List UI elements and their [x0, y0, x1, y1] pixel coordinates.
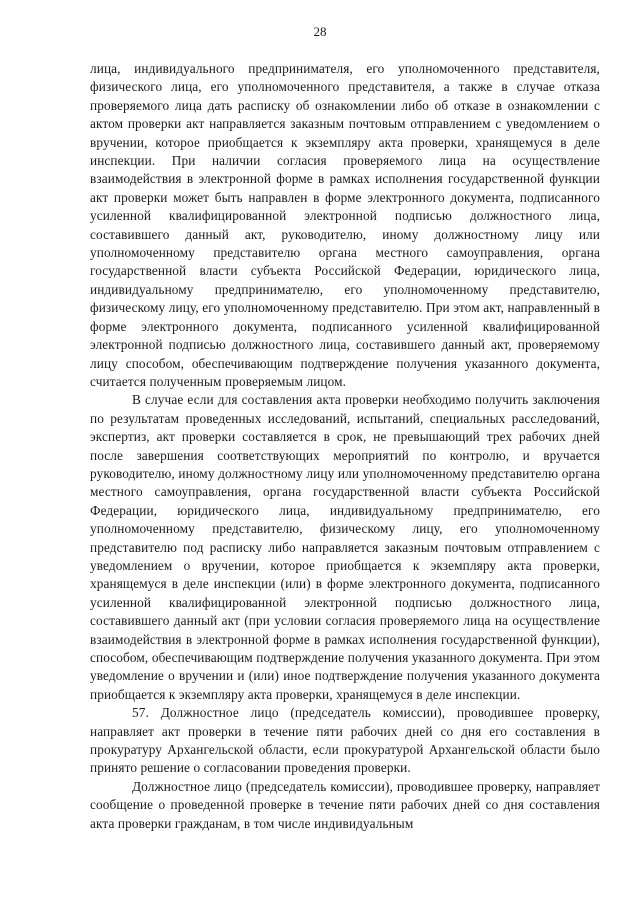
page-number: 28 [313, 24, 327, 39]
paragraph-57: 57. Должностное лицо (председатель комиссии), проводившее проверку, направляет акт проверки в течение пяти рабочих дней со дня его составления в прокуратуру Архангельской области, если прокуратурой Архангельской области было принято решение о согласовании проведения проверки. [90, 705, 600, 776]
paragraph-continuation: лица, индивидуального предпринимателя, его уполномоченного представителя, физического лица, его уполномоченного представителя, а также в случае отказа проверяемого лица дать расписку об ознакомлении либо об отказе в ознакомлении с актом проверки акт направляется заказным почтовым отправлением с уведомлением о вручении, которое приобщается к экземпляру акта проверки, хранящемуся в деле инспекции. При наличии согласия проверяемого лица на осуществление взаимодействия в электронной форме в рамках исполнения государственной функции акт проверки может быть направлен в форме электронного документа, подписанного усиленной квалифицированной электронной подписью должностного лица, составившего данный акт, руководителю, иному должностному лицу или уполномоченному представителю органа местного самоуправления, органа государственной власти субъекта Российской Федерации, юридического лица, индивидуальному предпринимателю, его уполномоченному представителю, физическому лицу, его уполномоченному представителю. При этом акт, направленный в форме электронного документа, подписанного усиленной квалифицированной электронной подписью должностного лица, составившего данный акт, проверяемому лицу способом, обеспечивающим подтверждение получения указанного документа, считается полученным проверяемым лицом. [90, 61, 600, 389]
body-text [90, 60, 600, 833]
paragraph-notification: Должностное лицо (председатель комиссии), проводившее проверку, направляет сообщение о проведенной проверке в течение пяти рабочих дней со дня составления акта проверки гражданам, в том числе индивидуальным [90, 778, 600, 831]
paragraph-examination-conclusions: В случае если для составления акта проверки необходимо получить заключения по результатам проведенных исследований, испытаний, специальных расследований, экспертиз, акт проверки составляется в срок, не превышающий трех рабочих дней после завершения соответствующих мероприятий по контролю, и вручается руководителю, иному должностному лицу или уполномоченному представителю органа местного самоуправления, органа государственной власти субъекта Российской Федерации, юридического лица, индивидуальному предпринимателю, его уполномоченному представителю, физическому лицу, его уполномоченному представителю под расписку либо направляется заказным почтовым отправлением с уведомлением о вручении, которое приобщается к экземпляру акта проверки, хранящемуся в деле инспекции (или) в форме электронного документа, подписанного усиленной квалифицированной электронной подписью должностного лица, составившего данный акт (при условии согласия проверяемого лица на осуществление взаимодействия в электронной форме в рамках исполнения государственной функции), способом, обеспечивающим подтверждение получения указанного документа. При этом уведомление о вручении и (или) иное подтверждение получения указанного документа приобщается к экземпляру акта проверки, хранящемуся в деле инспекции. [90, 392, 600, 702]
